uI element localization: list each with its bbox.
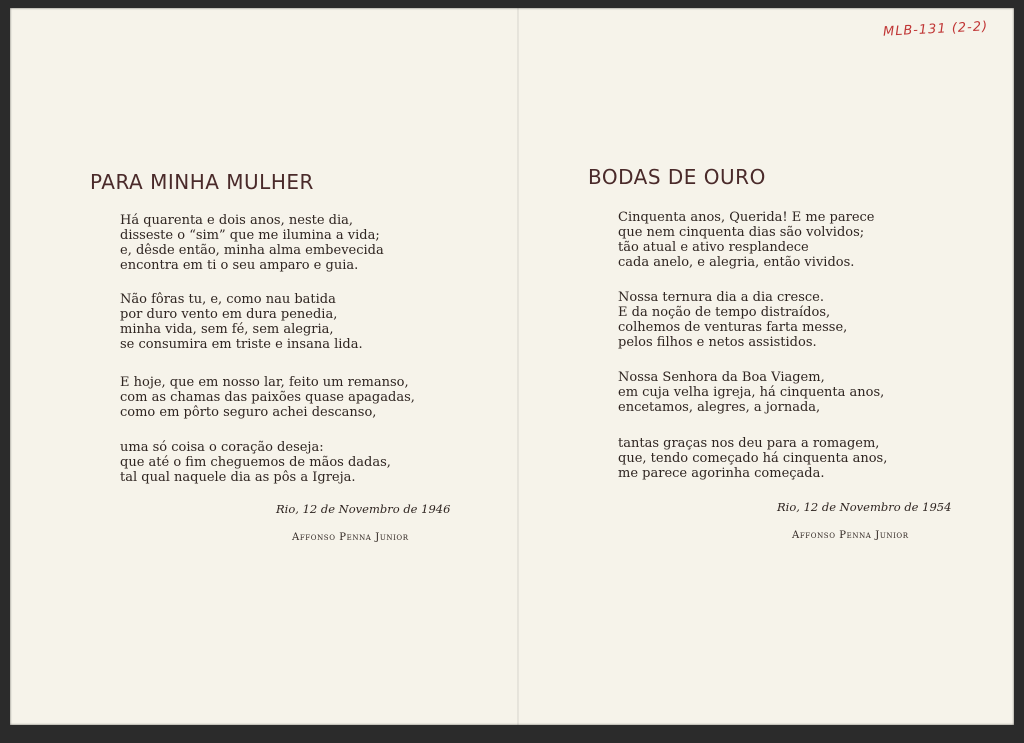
verse-line: que nem cinquenta dias são volvidos; xyxy=(618,225,865,240)
verse-line: minha vida, sem fé, sem alegria, xyxy=(120,322,334,337)
verse-line: encontra em ti o seu amparo e guia. xyxy=(120,258,359,273)
verse-line: se consumira em triste e insana lida. xyxy=(120,337,363,352)
verse-line: Nossa ternura dia a dia cresce. xyxy=(618,290,824,305)
document-sheet xyxy=(10,8,1014,725)
right-page xyxy=(517,8,1014,725)
left-stanza-3 xyxy=(120,375,415,420)
verse-line: E da noção de tempo distraídos, xyxy=(618,305,831,320)
verse-line: com as chamas das paixões quase apagadas, xyxy=(120,390,415,405)
verse-line: e, dêsde então, minha alma embevecida xyxy=(120,243,384,258)
right-poem-title: BODAS DE OURO xyxy=(588,165,766,189)
right-stanza-1 xyxy=(618,210,874,270)
right-place-date: Rio, 12 de Novembro de 1954 xyxy=(777,500,952,514)
verse-line: em cuja velha igreja, há cinquenta anos, xyxy=(618,385,885,400)
right-author: Affonso Penna Junior xyxy=(792,530,909,541)
verse-line: tão atual e ativo resplandece xyxy=(618,240,809,255)
verse-line: que até o fim cheguemos de mãos dadas, xyxy=(120,455,391,470)
verse-line: Não fôras tu, e, como nau batida xyxy=(120,292,336,307)
verse-line: como em pôrto seguro achei descanso, xyxy=(120,405,377,420)
left-poem-title: PARA MINHA MULHER xyxy=(90,170,314,194)
left-place-date: Rio, 12 de Novembro de 1946 xyxy=(276,502,451,516)
archive-mark: MLB-131 (2-2) xyxy=(882,19,989,40)
verse-line: cada anelo, e alegria, então vividos. xyxy=(618,255,855,270)
right-stanza-3 xyxy=(618,370,884,415)
verse-line: pelos filhos e netos assistidos. xyxy=(618,335,817,350)
verse-line: disseste o “sim” que me ilumina a vida; xyxy=(120,228,380,243)
left-stanza-4 xyxy=(120,440,391,485)
verse-line: que, tendo começado há cinquenta anos, xyxy=(618,451,888,466)
right-stanza-4 xyxy=(618,436,887,481)
verse-line: tal qual naquele dia as pôs a Igreja. xyxy=(120,470,356,485)
left-stanza-1 xyxy=(120,213,384,273)
verse-line: uma só coisa o coração deseja: xyxy=(120,440,324,455)
verse-line: Nossa Senhora da Boa Viagem, xyxy=(618,370,825,385)
left-page xyxy=(10,8,507,725)
verse-line: encetamos, alegres, a jornada, xyxy=(618,400,821,415)
verse-line: colhemos de venturas farta messe, xyxy=(618,320,848,335)
right-stanza-2 xyxy=(618,290,847,350)
verse-line: me parece agorinha começada. xyxy=(618,466,825,481)
left-stanza-2 xyxy=(120,292,363,352)
verse-line: Há quarenta e dois anos, neste dia, xyxy=(120,213,354,228)
verse-line: E hoje, que em nosso lar, feito um remanso, xyxy=(120,375,409,390)
verse-line: por duro vento em dura penedia, xyxy=(120,307,338,322)
left-author: Affonso Penna Junior xyxy=(292,532,409,543)
verse-line: Cinquenta anos, Querida! E me parece xyxy=(618,210,875,225)
verse-line: tantas graças nos deu para a romagem, xyxy=(618,436,880,451)
